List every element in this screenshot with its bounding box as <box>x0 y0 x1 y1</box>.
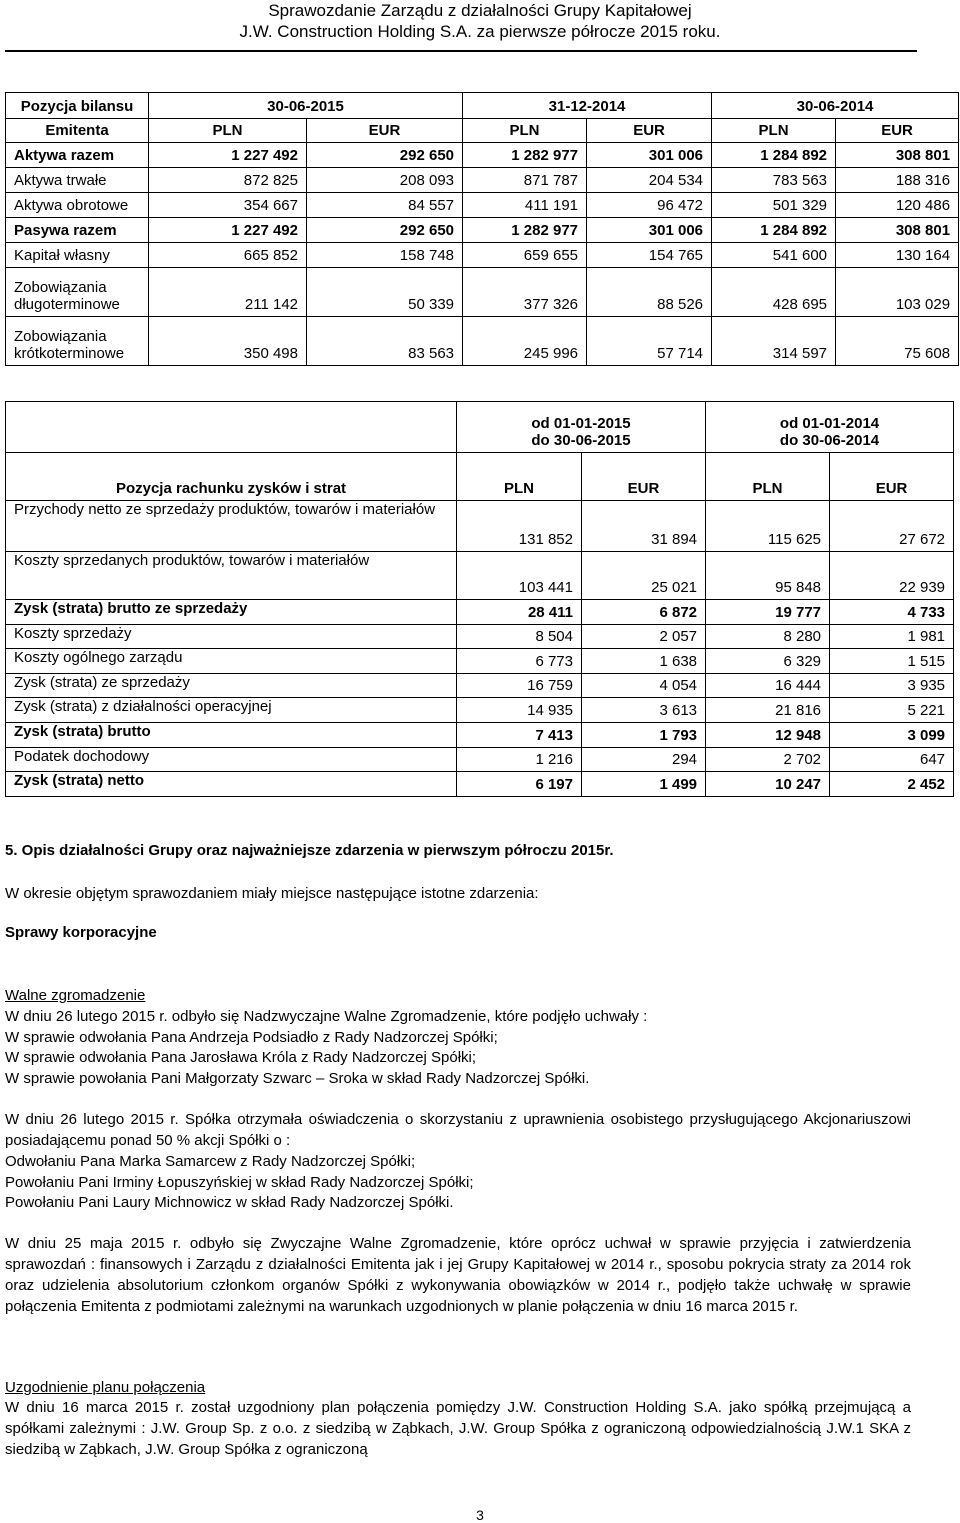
income-cell: 3 099 <box>830 723 954 748</box>
balance-row-label <box>6 268 149 317</box>
income-cell: 19 777 <box>706 600 830 625</box>
income-cell: 27 672 <box>830 501 954 552</box>
balance-cell: 1 282 977 <box>463 143 587 168</box>
income-cell: 6 197 <box>457 772 582 797</box>
balance-currency: PLN <box>712 119 836 143</box>
balance-cell: 411 191 <box>463 193 587 218</box>
section-5-heading: 5. Opis działalności Grupy oraz najważniejsze zdarzenia w pierwszym półroczu 2015r. <box>5 842 614 859</box>
balance-cell: 158 748 <box>307 243 463 268</box>
income-row <box>6 698 954 723</box>
header-line-1: Sprawozdanie Zarządu z działalności Grupy Kapitałowej <box>268 1 692 20</box>
balance-cell: 428 695 <box>712 268 836 317</box>
balance-currency: EUR <box>836 119 959 143</box>
balance-row-label <box>6 218 149 243</box>
income-cell: 22 939 <box>830 552 954 600</box>
balance-cell: 314 597 <box>712 317 836 366</box>
income-cell: 4 054 <box>582 674 706 698</box>
balance-row-label <box>6 168 149 193</box>
balance-row-label-text: Kapitał własny <box>14 247 110 264</box>
income-label: Pozycja rachunku zysków i strat <box>6 453 457 501</box>
balance-row-label-text: Zobowiązania <box>14 328 107 345</box>
income-period-2014 <box>706 402 954 453</box>
income-cell: 1 981 <box>830 625 954 649</box>
walne-heading: Walne zgromadzenie <box>5 987 146 1004</box>
balance-date-2014-06: 30-06-2014 <box>712 93 959 119</box>
income-period-2015-from: od 01-01-2015 <box>531 415 631 432</box>
balance-cell: 292 650 <box>307 218 463 243</box>
balance-row-label-text: Aktywa obrotowe <box>14 197 129 214</box>
income-period-2015-to: do 30-06-2015 <box>531 432 631 449</box>
income-row-label: Koszty sprzedanych produktów, towarów i materiałów <box>6 552 457 600</box>
header-line-2: J.W. Construction Holding S.A. za pierwsze półrocze 2015 roku. <box>239 22 721 41</box>
income-statement-table <box>5 401 954 797</box>
balance-cell: 377 326 <box>463 268 587 317</box>
balance-row-label <box>6 143 149 168</box>
balance-row-label-text: Aktywa trwałe <box>14 172 107 189</box>
balance-currency: PLN <box>463 119 587 143</box>
balance-cell: 872 825 <box>149 168 307 193</box>
income-cell: 16 444 <box>706 674 830 698</box>
balance-row <box>6 218 959 243</box>
income-row-label: Podatek dochodowy <box>6 748 457 772</box>
balance-cell: 308 801 <box>836 143 959 168</box>
balance-row-label-text: krótkoterminowe <box>14 345 125 362</box>
balance-row-label <box>6 317 149 366</box>
corporate-heading: Sprawy korporacyjne <box>5 924 157 941</box>
balance-row-label-text: Zobowiązania <box>14 279 107 296</box>
balance-cell: 501 329 <box>712 193 836 218</box>
balance-row <box>6 193 959 218</box>
income-cell: 25 021 <box>582 552 706 600</box>
income-cell: 12 948 <box>706 723 830 748</box>
income-cell: 131 852 <box>457 501 582 552</box>
balance-cell: 871 787 <box>463 168 587 193</box>
income-cell: 647 <box>830 748 954 772</box>
balance-row <box>6 143 959 168</box>
income-empty-corner <box>6 402 457 453</box>
income-cell: 6 329 <box>706 649 830 674</box>
income-cell: 7 413 <box>457 723 582 748</box>
balance-cell: 245 996 <box>463 317 587 366</box>
income-period-2014-from: od 01-01-2014 <box>779 415 880 432</box>
income-cell: 6 773 <box>457 649 582 674</box>
income-period-2015 <box>457 402 706 453</box>
income-row-label: Koszty sprzedaży <box>6 625 457 649</box>
income-row-label: Zysk (strata) z działalności operacyjnej <box>6 698 457 723</box>
income-period-2014-to: do 30-06-2014 <box>779 432 880 449</box>
balance-row-label-text: Pasywa razem <box>14 222 117 239</box>
income-row <box>6 600 954 625</box>
paragraph-plan: W dniu 16 marca 2015 r. został uzgodniony plan połączenia pomiędzy J.W. Construction Holding S.A. jako spółką przejmującą a spółkami zależnymi : J.W. Group Sp. z o.o. z siedzibą w Ząbkach, J.W. Group Spółka z ograniczoną odpowiedzialnością J.W.1 SKA z siedzibą w Ząbkach, J.W. Group Spółka z ograniczoną <box>5 1399 911 1458</box>
page-number: 3 <box>476 1507 484 1523</box>
walne-line: W sprawie powołania Pani Małgorzaty Szwarc – Sroka w skład Rady Nadzorczej Spółki. <box>5 1070 590 1087</box>
balance-row-label-text: Aktywa razem <box>14 147 115 164</box>
balance-cell: 83 563 <box>307 317 463 366</box>
balance-cell: 301 006 <box>587 143 712 168</box>
balance-cell: 354 667 <box>149 193 307 218</box>
balance-cell: 103 029 <box>836 268 959 317</box>
balance-cell: 350 498 <box>149 317 307 366</box>
income-cell: 1 216 <box>457 748 582 772</box>
balance-cell: 208 093 <box>307 168 463 193</box>
balance-cell: 75 608 <box>836 317 959 366</box>
balance-cell: 1 284 892 <box>712 143 836 168</box>
income-currency: PLN <box>706 453 830 501</box>
balance-cell: 211 142 <box>149 268 307 317</box>
balance-row-label <box>6 193 149 218</box>
income-cell: 5 221 <box>830 698 954 723</box>
balance-cell: 84 557 <box>307 193 463 218</box>
income-cell: 103 441 <box>457 552 582 600</box>
income-cell: 6 872 <box>582 600 706 625</box>
balance-cell: 88 526 <box>587 268 712 317</box>
income-currency: PLN <box>457 453 582 501</box>
income-cell: 31 894 <box>582 501 706 552</box>
income-cell: 1 793 <box>582 723 706 748</box>
income-cell: 10 247 <box>706 772 830 797</box>
balance-row <box>6 243 959 268</box>
intro-text: W okresie objętym sprawozdaniem miały miejsce następujące istotne zdarzenia: <box>5 885 539 902</box>
balance-cell: 1 227 492 <box>149 218 307 243</box>
income-cell: 2 702 <box>706 748 830 772</box>
balance-cell: 1 227 492 <box>149 143 307 168</box>
balance-label-l2: Emitenta <box>6 119 149 143</box>
income-row-label: Przychody netto ze sprzedaży produktów, towarów i materiałów <box>6 501 457 552</box>
balance-date-2014-12: 31-12-2014 <box>463 93 712 119</box>
income-cell: 2 452 <box>830 772 954 797</box>
balance-currency: EUR <box>307 119 463 143</box>
balance-cell: 120 486 <box>836 193 959 218</box>
balance-currency: PLN <box>149 119 307 143</box>
income-row <box>6 501 954 552</box>
income-cell: 4 733 <box>830 600 954 625</box>
balance-cell: 541 600 <box>712 243 836 268</box>
balance-date-2015-06: 30-06-2015 <box>149 93 463 119</box>
income-cell: 1 515 <box>830 649 954 674</box>
plan-heading: Uzgodnienie planu połączenia <box>5 1379 206 1396</box>
balance-cell: 1 284 892 <box>712 218 836 243</box>
income-cell: 21 816 <box>706 698 830 723</box>
balance-cell: 57 714 <box>587 317 712 366</box>
income-row <box>6 552 954 600</box>
balance-cell: 292 650 <box>307 143 463 168</box>
balance-cell: 1 282 977 <box>463 218 587 243</box>
income-row <box>6 674 954 698</box>
balance-cell: 154 765 <box>587 243 712 268</box>
income-cell: 8 504 <box>457 625 582 649</box>
balance-cell: 308 801 <box>836 218 959 243</box>
income-cell: 16 759 <box>457 674 582 698</box>
balance-row-label <box>6 243 149 268</box>
income-cell: 294 <box>582 748 706 772</box>
income-currency: EUR <box>582 453 706 501</box>
income-cell: 95 848 <box>706 552 830 600</box>
income-cell: 3 935 <box>830 674 954 698</box>
income-row <box>6 723 954 748</box>
income-row-label: Zysk (strata) ze sprzedaży <box>6 674 457 698</box>
income-cell: 28 411 <box>457 600 582 625</box>
income-currency: EUR <box>830 453 954 501</box>
income-cell: 8 280 <box>706 625 830 649</box>
balance-cell: 301 006 <box>587 218 712 243</box>
balance-cell: 96 472 <box>587 193 712 218</box>
paragraph-may: W dniu 25 maja 2015 r. odbyło się Zwyczajne Walne Zgromadzenie, które oprócz uchwał w sprawie przyjęcia i zatwierdzenia sprawozdań : finansowych i Zarządu z działalności Emitenta jak i jej Grupy Kapitałowej w 2014 r., sposobu pokrycia straty za 2014 rok oraz udzielenia absolutorium członkom organów Spółki z wykonywania obowiązków w 2014 r., podjęło także uchwałę w sprawie połączenia Emitenta z podmiotami zależnymi na warunkach uzgodnionych w planie połączenia w dniu 16 marca 2015 r. <box>5 1235 911 1315</box>
income-row-label: Zysk (strata) brutto <box>6 723 457 748</box>
walne-line: W sprawie odwołania Pana Jarosława Króla z Rady Nadzorczej Spółki; <box>5 1049 477 1066</box>
balance-row <box>6 317 959 366</box>
balance-table <box>5 92 959 366</box>
balance-cell: 659 655 <box>463 243 587 268</box>
header-rule <box>5 50 917 52</box>
paragraph-february: W dniu 26 lutego 2015 r. Spółka otrzymała oświadczenia o skorzystaniu z uprawnienia osobistego przysługującego Akcjonariuszowi posiadającemu ponad 50 % akcji Spółki o : <box>5 1111 911 1149</box>
balance-row <box>6 168 959 193</box>
balance-cell: 188 316 <box>836 168 959 193</box>
income-row-label: Zysk (strata) brutto ze sprzedaży <box>6 600 457 625</box>
balance-row <box>6 268 959 317</box>
walne-line: W dniu 26 lutego 2015 r. odbyło się Nadzwyczajne Walne Zgromadzenie, które podjęło uchwały : <box>5 1008 648 1025</box>
income-cell: 14 935 <box>457 698 582 723</box>
income-row-label: Zysk (strata) netto <box>6 772 457 797</box>
balance-row-label-text: długoterminowe <box>14 296 120 313</box>
income-row <box>6 649 954 674</box>
balance-cell: 204 534 <box>587 168 712 193</box>
income-row <box>6 748 954 772</box>
balance-cell: 783 563 <box>712 168 836 193</box>
balance-cell: 50 339 <box>307 268 463 317</box>
income-row-label: Koszty ogólnego zarządu <box>6 649 457 674</box>
february-line: Odwołaniu Pana Marka Samarcew z Rady Nadzorczej Spółki; <box>5 1153 416 1170</box>
income-cell: 1 638 <box>582 649 706 674</box>
income-cell: 2 057 <box>582 625 706 649</box>
income-cell: 1 499 <box>582 772 706 797</box>
february-line: Powołaniu Pani Irminy Łopuszyńskiej w skład Rady Nadzorczej Spółki; <box>5 1174 474 1191</box>
february-line: Powołaniu Pani Laury Michnowicz w skład Rady Nadzorczej Spółki. <box>5 1194 454 1211</box>
balance-currency: EUR <box>587 119 712 143</box>
income-row <box>6 625 954 649</box>
income-cell: 115 625 <box>706 501 830 552</box>
balance-label-l1: Pozycja bilansu <box>6 93 149 119</box>
income-cell: 3 613 <box>582 698 706 723</box>
balance-cell: 665 852 <box>149 243 307 268</box>
balance-cell: 130 164 <box>836 243 959 268</box>
income-row <box>6 772 954 797</box>
walne-line: W sprawie odwołania Pana Andrzeja Podsiadło z Rady Nadzorczej Spółki; <box>5 1029 498 1046</box>
